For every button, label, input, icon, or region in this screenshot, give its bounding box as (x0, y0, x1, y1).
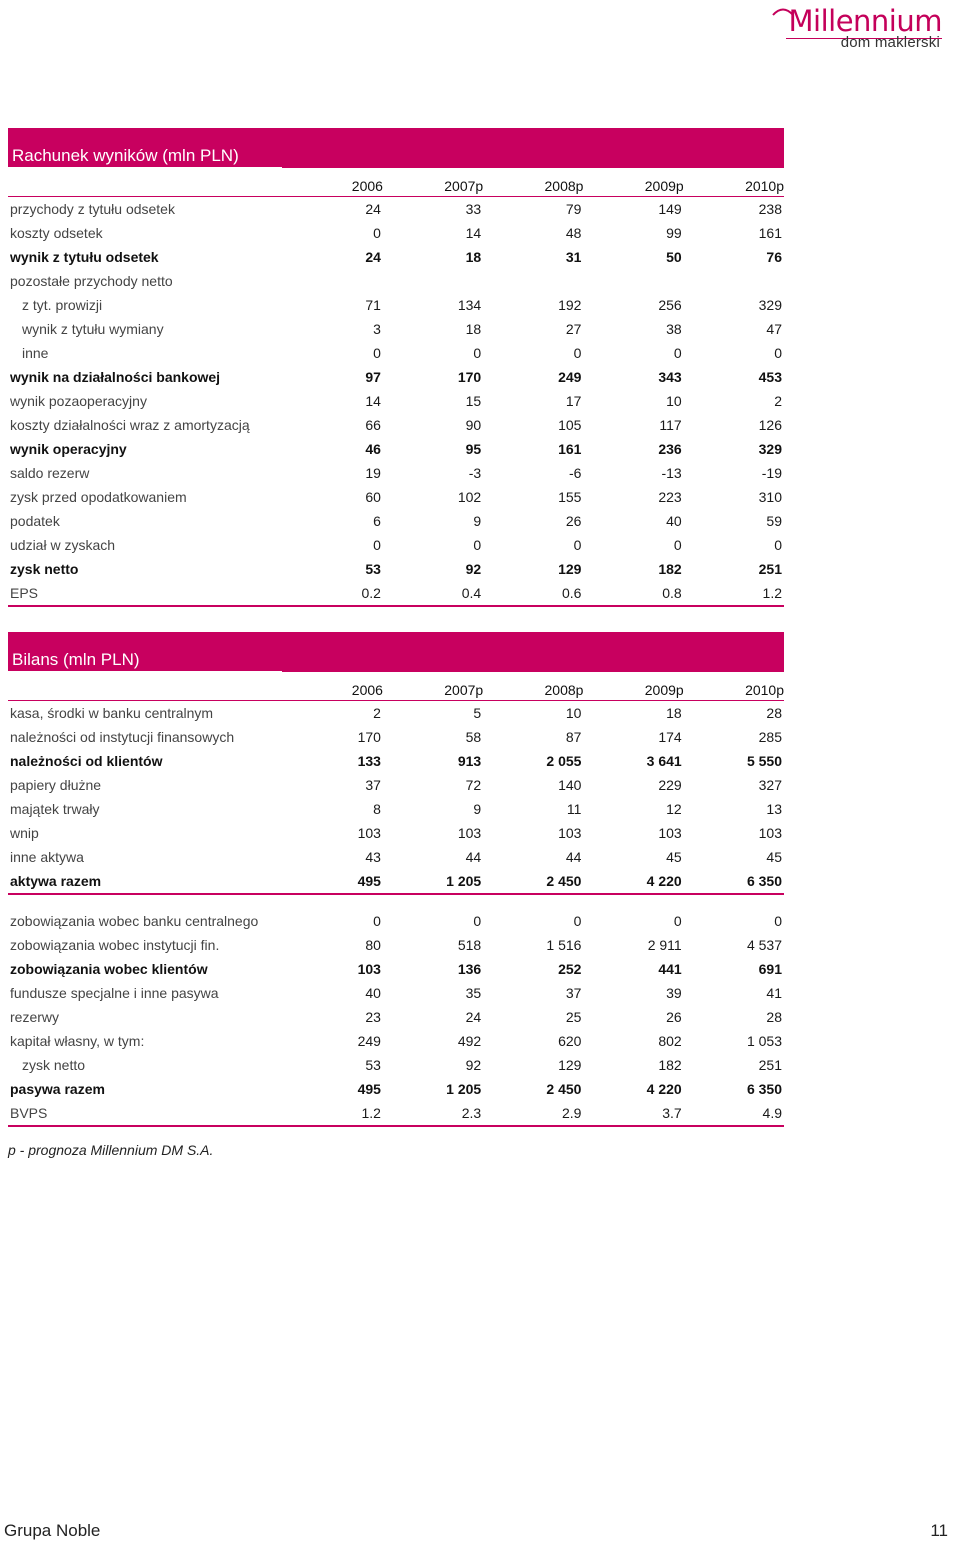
row-value (583, 269, 683, 293)
table-row (8, 957, 784, 981)
table-row (8, 221, 784, 245)
row-value: 71 (365, 297, 381, 313)
row-label: papiery dłużne (10, 777, 102, 793)
table-row (8, 245, 784, 269)
row-value: 24 (465, 1009, 482, 1025)
row-value: 14 (465, 225, 482, 241)
row-value: 327 (758, 777, 782, 793)
row-value: 0 (573, 345, 582, 361)
row-label: zysk przed opodatkowaniem (10, 489, 187, 505)
header-cell: 2010p (745, 178, 784, 194)
row-value: 40 (666, 513, 682, 529)
row-value: 691 (758, 961, 782, 977)
row-label: zysk netto (10, 561, 79, 577)
row-label: wnip (10, 825, 39, 841)
row-value: 0 (373, 537, 381, 553)
section-gap (8, 894, 784, 909)
row-label: kapitał własny, w tym: (10, 1033, 145, 1049)
row-value (684, 269, 784, 293)
row-value: 0 (774, 537, 782, 553)
table-row (8, 749, 784, 773)
row-label: majątek trwały (10, 801, 100, 817)
row-value: 10 (666, 393, 682, 409)
income-header-row (8, 168, 784, 197)
row-value: 0 (373, 913, 381, 929)
row-value: 453 (758, 369, 782, 385)
header-cell: 2009p (644, 682, 684, 698)
row-label: z tyt. prowizji (22, 297, 103, 313)
row-value: 26 (565, 513, 582, 529)
table-row (8, 725, 784, 749)
row-label: pasywa razem (10, 1081, 105, 1097)
row-value: 103 (658, 825, 682, 841)
row-value: 252 (558, 961, 582, 977)
row-value: 37 (565, 985, 582, 1001)
row-value: 59 (766, 513, 782, 529)
row-value: 802 (658, 1033, 682, 1049)
row-value: 6 (373, 513, 381, 529)
row-value: 182 (658, 561, 682, 577)
liabilities-body (8, 909, 784, 1126)
row-value: 329 (758, 441, 782, 457)
footnote: p - prognoza Millennium DM S.A. (8, 1142, 214, 1158)
row-value: 50 (666, 249, 682, 265)
row-value: 25 (565, 1009, 582, 1025)
row-value: 48 (565, 225, 582, 241)
row-value: 126 (758, 417, 782, 433)
row-value: 251 (758, 1057, 782, 1073)
row-value: 4 220 (646, 873, 682, 889)
row-value: 0 (673, 345, 682, 361)
balance-title-band (8, 632, 784, 672)
row-value: 9 (473, 513, 482, 529)
header-cell: 2006 (351, 178, 383, 194)
table-row (8, 909, 784, 933)
row-value: 0 (573, 913, 582, 929)
table-row (8, 485, 784, 509)
row-value: 170 (457, 369, 482, 385)
row-value: 92 (465, 1057, 482, 1073)
row-value: -3 (468, 465, 482, 481)
assets-body (8, 701, 784, 895)
row-label: EPS (10, 585, 39, 601)
row-value: 95 (465, 441, 482, 457)
row-label: podatek (10, 513, 60, 529)
row-value: 46 (365, 441, 381, 457)
row-label: koszty odsetek (10, 225, 103, 241)
row-value: 0 (473, 345, 482, 361)
table-row (8, 533, 784, 557)
row-value: 310 (758, 489, 782, 505)
row-value: 0 (373, 345, 381, 361)
row-value: 28 (766, 705, 782, 721)
row-value: 155 (558, 489, 582, 505)
row-value: 1 205 (446, 1081, 482, 1097)
table-row (8, 437, 784, 461)
row-value: 24 (365, 201, 381, 217)
row-value: 17 (565, 393, 582, 409)
row-value: 37 (365, 777, 381, 793)
row-value: 229 (658, 777, 682, 793)
row-value: 44 (465, 849, 482, 865)
row-value: 6 350 (746, 1081, 782, 1097)
logo-sub: dom maklerski (840, 34, 940, 51)
row-label: zobowiązania wobec klientów (10, 961, 208, 977)
row-value: 4.9 (762, 1105, 782, 1121)
row-value: 0.8 (662, 585, 682, 601)
row-value: 2 055 (546, 753, 582, 769)
row-value: 492 (457, 1033, 482, 1049)
logo-brand: Millennium (788, 4, 942, 38)
table-row (8, 981, 784, 1005)
row-value: 0.6 (561, 585, 582, 601)
row-value: 35 (465, 985, 482, 1001)
row-value: 4 220 (646, 1081, 682, 1097)
row-value: 45 (766, 849, 782, 865)
row-value: 58 (465, 729, 482, 745)
row-value: 103 (357, 961, 381, 977)
header-cell: 2008p (544, 682, 584, 698)
row-value: 53 (365, 561, 381, 577)
row-label: przychody z tytułu odsetek (10, 201, 175, 217)
row-value: 129 (558, 561, 582, 577)
row-value: 223 (658, 489, 682, 505)
row-value: 174 (658, 729, 682, 745)
row-value: 24 (365, 249, 381, 265)
row-value: 2 (373, 705, 381, 721)
row-value: 620 (558, 1033, 582, 1049)
row-value: 79 (565, 201, 582, 217)
row-value: 0 (573, 537, 582, 553)
table-row (8, 701, 784, 726)
table-row (8, 413, 784, 437)
row-value: 99 (666, 225, 682, 241)
row-value: 117 (659, 417, 682, 433)
table-row (8, 1053, 784, 1077)
row-value: 136 (457, 961, 482, 977)
row-value: 40 (365, 985, 381, 1001)
table-row (8, 1101, 784, 1126)
row-value: 87 (565, 729, 582, 745)
row-value: 18 (465, 321, 482, 337)
row-label: wynik na działalności bankowej (10, 369, 221, 385)
table-row (8, 197, 784, 222)
balance-sheet-section (8, 632, 784, 1127)
row-value: 329 (758, 297, 782, 313)
header-cell: 2007p (444, 682, 484, 698)
table-row (8, 1077, 784, 1101)
row-label: rezerwy (10, 1009, 60, 1025)
row-value: 103 (758, 825, 782, 841)
row-value: 41 (766, 985, 782, 1001)
header-cell: 2010p (745, 682, 784, 698)
row-value: 249 (558, 369, 582, 385)
row-value: 9 (473, 801, 482, 817)
row-value: 92 (465, 561, 482, 577)
row-value: 2 911 (647, 937, 682, 953)
table-row (8, 557, 784, 581)
balance-title: Bilans (mln PLN) (10, 650, 144, 670)
income-title-band (8, 128, 784, 168)
table-row (8, 365, 784, 389)
row-value: 5 550 (746, 753, 782, 769)
row-value: 14 (365, 393, 381, 409)
row-value: 1.2 (762, 585, 782, 601)
row-value: 238 (758, 201, 782, 217)
row-label: wynik operacyjny (10, 441, 127, 457)
row-label: kasa, środki w banku centralnym (10, 705, 214, 721)
row-value: 343 (658, 369, 682, 385)
row-value: 134 (457, 297, 482, 313)
row-value: 27 (565, 321, 582, 337)
row-value: 28 (766, 1009, 782, 1025)
row-value: 103 (558, 825, 582, 841)
row-value: 161 (758, 225, 782, 241)
row-value: 2 450 (546, 1081, 582, 1097)
row-value: 72 (465, 777, 482, 793)
row-value: 90 (465, 417, 482, 433)
row-value: 0 (673, 913, 682, 929)
row-value (383, 269, 483, 293)
income-body (8, 197, 784, 607)
row-value: 495 (357, 873, 381, 889)
row-value: 19 (365, 465, 381, 481)
table-row (8, 845, 784, 869)
row-value: 26 (666, 1009, 682, 1025)
table-row (8, 293, 784, 317)
footer-company: Grupa Noble (4, 1521, 101, 1540)
page-number: 11 (930, 1521, 948, 1540)
row-value: 39 (666, 985, 682, 1001)
row-value (483, 269, 583, 293)
row-value: 105 (558, 417, 582, 433)
row-value: 76 (766, 249, 782, 265)
row-value: 0 (774, 913, 782, 929)
header-cell: 2006 (351, 682, 383, 698)
row-label: inne aktywa (10, 849, 84, 865)
row-value: -13 (661, 465, 682, 481)
row-value: -6 (569, 465, 582, 481)
row-value: 33 (465, 201, 482, 217)
row-value: 31 (565, 249, 582, 265)
row-value: 2 450 (546, 873, 582, 889)
row-value: 1 205 (446, 873, 482, 889)
row-value (283, 269, 383, 293)
table-row (8, 773, 784, 797)
row-value: 4 537 (746, 937, 782, 953)
row-value: 3 641 (646, 753, 682, 769)
row-value: 140 (558, 777, 582, 793)
table-row (8, 341, 784, 365)
row-value: 103 (457, 825, 482, 841)
row-value: 38 (666, 321, 682, 337)
row-value: 913 (457, 753, 482, 769)
balance-table (8, 672, 784, 1127)
row-value: -19 (761, 465, 782, 481)
row-value: 1 516 (546, 937, 582, 953)
row-value: 1 053 (746, 1033, 782, 1049)
row-value: 66 (365, 417, 381, 433)
row-value: 47 (766, 321, 782, 337)
row-label: zobowiązania wobec instytucji fin. (10, 937, 220, 953)
table-row (8, 1029, 784, 1053)
row-label: koszty działalności wraz z amortyzacją (10, 417, 250, 433)
row-value: 60 (365, 489, 381, 505)
row-value: 13 (766, 801, 782, 817)
row-label: BVPS (10, 1105, 48, 1121)
row-value: 23 (365, 1009, 381, 1025)
row-value: 249 (357, 1033, 381, 1049)
row-label: wynik pozaoperacyjny (10, 393, 147, 409)
row-value: 441 (658, 961, 682, 977)
row-label: inne (22, 345, 49, 361)
table-row (8, 821, 784, 845)
row-value: 133 (357, 753, 381, 769)
row-value: 1.2 (361, 1105, 381, 1121)
row-value: 103 (357, 825, 381, 841)
table-row (8, 389, 784, 413)
row-value: 182 (658, 1057, 682, 1073)
table-row (8, 269, 784, 293)
header-cell: 2009p (644, 178, 684, 194)
row-value: 170 (357, 729, 381, 745)
millennium-logo (782, 4, 942, 52)
table-row (8, 1005, 784, 1029)
row-value: 236 (658, 441, 682, 457)
table-row (8, 317, 784, 341)
row-value: 11 (566, 801, 582, 817)
row-label: wynik z tytułu wymiany (22, 321, 164, 337)
row-value: 43 (365, 849, 381, 865)
row-label: fundusze specjalne i inne pasywa (10, 985, 219, 1001)
row-value: 6 350 (746, 873, 782, 889)
row-value: 2.9 (561, 1105, 582, 1121)
row-value: 53 (365, 1057, 381, 1073)
row-value: 3.7 (662, 1105, 682, 1121)
table-row (8, 933, 784, 957)
row-value: 0 (774, 345, 782, 361)
header-cell: 2007p (444, 178, 484, 194)
row-value: 18 (465, 249, 482, 265)
row-value: 161 (558, 441, 582, 457)
row-value: 192 (558, 297, 582, 313)
row-value: 256 (658, 297, 682, 313)
row-value: 0.4 (461, 585, 482, 601)
header-cell: 2008p (544, 178, 584, 194)
row-value: 0 (473, 537, 482, 553)
table-row (8, 509, 784, 533)
row-value: 10 (565, 705, 582, 721)
row-value: 97 (365, 369, 381, 385)
row-value: 8 (373, 801, 381, 817)
row-value: 0 (473, 913, 482, 929)
income-table (8, 168, 784, 607)
row-label: saldo rezerw (10, 465, 90, 481)
row-label: aktywa razem (10, 873, 102, 889)
row-value: 2.3 (461, 1105, 482, 1121)
row-value: 18 (666, 705, 682, 721)
row-value: 129 (558, 1057, 582, 1073)
row-label: pozostałe przychody netto (10, 273, 173, 289)
row-value: 0 (673, 537, 682, 553)
row-value: 80 (365, 937, 381, 953)
row-label: należności od klientów (10, 753, 163, 769)
row-value: 495 (357, 1081, 381, 1097)
table-row (8, 461, 784, 485)
row-value: 45 (666, 849, 682, 865)
row-label: wynik z tytułu odsetek (10, 249, 159, 265)
row-value: 15 (465, 393, 482, 409)
row-label: udział w zyskach (10, 537, 116, 553)
row-value: 518 (457, 937, 482, 953)
table-row (8, 869, 784, 894)
income-title: Rachunek wyników (mln PLN) (10, 146, 243, 166)
balance-header-row (8, 672, 784, 701)
table-row (8, 581, 784, 606)
row-value: 0.2 (361, 585, 381, 601)
row-value: 44 (565, 849, 582, 865)
row-value: 285 (758, 729, 782, 745)
table-row (8, 797, 784, 821)
row-value: 12 (666, 801, 682, 817)
row-value: 251 (758, 561, 782, 577)
row-value: 102 (457, 489, 482, 505)
row-value: 2 (774, 393, 782, 409)
row-value: 3 (373, 321, 381, 337)
row-value: 5 (473, 705, 482, 721)
income-statement-section (8, 128, 784, 607)
row-label: należności od instytucji finansowych (10, 729, 235, 745)
row-value: 0 (373, 225, 381, 241)
header-cell (8, 672, 283, 701)
row-value: 149 (658, 201, 682, 217)
header-cell (8, 168, 283, 197)
row-label: zysk netto (22, 1057, 86, 1073)
row-label: zobowiązania wobec banku centralnego (10, 913, 259, 929)
